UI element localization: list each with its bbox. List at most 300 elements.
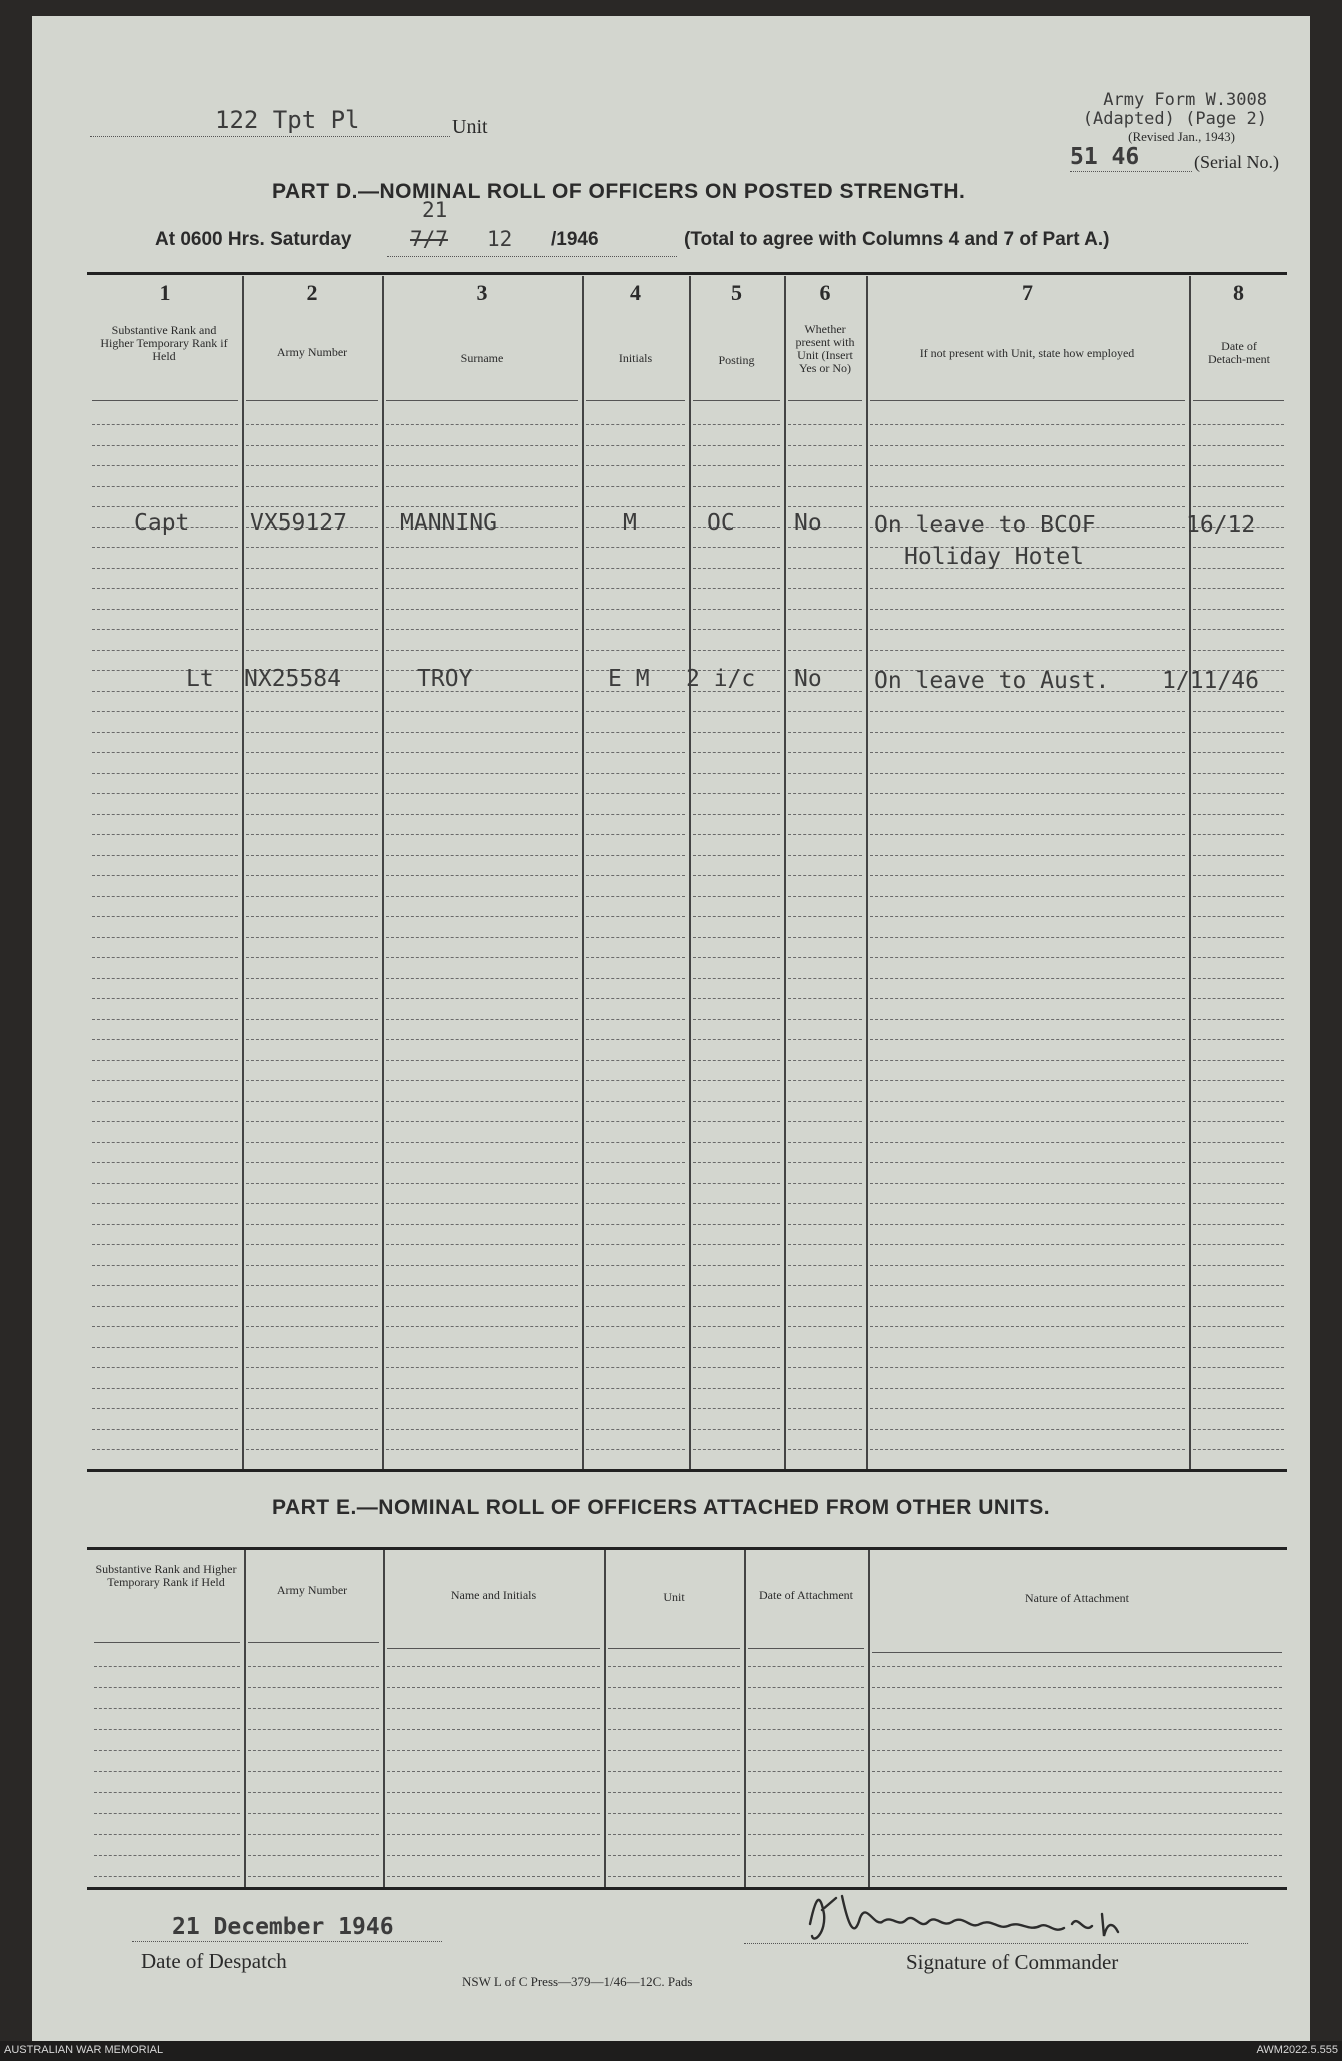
ruling-line bbox=[248, 1729, 379, 1730]
form-revised: (Revised Jan., 1943) bbox=[1128, 129, 1235, 144]
unit-dotted-line bbox=[90, 136, 450, 137]
ruling-line bbox=[693, 445, 780, 446]
ruling-line bbox=[246, 875, 378, 876]
ruling-line bbox=[693, 588, 780, 589]
ruling-line bbox=[92, 424, 238, 425]
ruling-line bbox=[693, 1162, 780, 1163]
ruling-line bbox=[693, 1449, 780, 1450]
ruling-line bbox=[870, 875, 1185, 876]
header-underline bbox=[92, 400, 238, 401]
ruling-line bbox=[870, 650, 1185, 651]
ruling-line bbox=[386, 1224, 578, 1225]
ruling-line bbox=[693, 1121, 780, 1122]
ruling-line bbox=[386, 916, 578, 917]
ruling-line bbox=[1193, 937, 1284, 938]
part-d-title: PART D.—NOMINAL ROLL OF OFFICERS ON POSTED STRENGTH. bbox=[272, 180, 966, 203]
ruling-line bbox=[246, 629, 378, 630]
ruling-line bbox=[788, 1306, 862, 1307]
ruling-line bbox=[246, 588, 378, 589]
ruling-line bbox=[1193, 1142, 1284, 1143]
ruling-line bbox=[246, 937, 378, 938]
ruling-line bbox=[248, 1792, 379, 1793]
ruling-line bbox=[1193, 1039, 1284, 1040]
serial-dotted-line bbox=[1070, 171, 1192, 172]
ruling-line bbox=[1193, 1265, 1284, 1266]
ruling-line bbox=[1193, 1101, 1284, 1102]
ruling-line bbox=[586, 916, 685, 917]
ruling-line bbox=[386, 1347, 578, 1348]
ruling-line bbox=[693, 1142, 780, 1143]
ruling-line bbox=[608, 1750, 740, 1751]
ruling-line bbox=[693, 506, 780, 507]
ruling-line bbox=[92, 1265, 238, 1266]
ruling-line bbox=[246, 1224, 378, 1225]
serial-value: 51 46 bbox=[1070, 144, 1140, 170]
ruling-line bbox=[788, 834, 862, 835]
ruling-line bbox=[1193, 506, 1284, 507]
ruling-line bbox=[386, 506, 578, 507]
ruling-line bbox=[94, 1771, 240, 1772]
ruling-line bbox=[1193, 998, 1284, 999]
signature-label: Signature of Commander bbox=[906, 1950, 1119, 1974]
ruling-line bbox=[693, 1019, 780, 1020]
ruling-line bbox=[788, 1142, 862, 1143]
ruling-line bbox=[788, 1101, 862, 1102]
ruling-line bbox=[92, 1101, 238, 1102]
ruling-line bbox=[693, 1183, 780, 1184]
ruling-line bbox=[246, 547, 378, 548]
ruling-line bbox=[693, 1203, 780, 1204]
ruling-line bbox=[246, 1326, 378, 1327]
ruling-line bbox=[586, 1388, 685, 1389]
ruling-line bbox=[693, 711, 780, 712]
ruling-line bbox=[693, 1080, 780, 1081]
ruling-line bbox=[608, 1813, 740, 1814]
col-header-employed: If not present with Unit, state how employed bbox=[919, 346, 1135, 360]
col-header-present: Whether present with Unit (Insert Yes or No) bbox=[795, 322, 855, 375]
col-divider bbox=[866, 276, 868, 1469]
ruling-line bbox=[246, 1244, 378, 1245]
row1-posting: OC bbox=[707, 510, 735, 536]
ruling-line bbox=[246, 1039, 378, 1040]
ruling-line bbox=[693, 1408, 780, 1409]
ruling-line bbox=[246, 486, 378, 487]
ruling-line bbox=[788, 752, 862, 753]
ruling-line bbox=[1193, 773, 1284, 774]
ruling-line bbox=[693, 834, 780, 835]
ruling-line bbox=[1193, 445, 1284, 446]
ruling-line bbox=[1193, 1449, 1284, 1450]
header-underline bbox=[246, 400, 378, 401]
ruling-line bbox=[1193, 1203, 1284, 1204]
ruling-line bbox=[586, 1285, 685, 1286]
header-underline bbox=[94, 1642, 240, 1643]
ruling-line bbox=[586, 465, 685, 466]
ruling-line bbox=[1193, 1285, 1284, 1286]
col-num-6: 6 bbox=[819, 280, 831, 305]
ruling-line bbox=[246, 1203, 378, 1204]
ruling-line bbox=[92, 1121, 238, 1122]
ruling-line bbox=[608, 1771, 740, 1772]
ruling-line bbox=[586, 855, 685, 856]
ruling-line bbox=[387, 1834, 600, 1835]
ruling-line bbox=[386, 691, 578, 692]
ruling-line bbox=[387, 1876, 600, 1877]
ruling-line bbox=[693, 1367, 780, 1368]
ruling-line bbox=[693, 1265, 780, 1266]
ruling-line bbox=[586, 547, 685, 548]
ruling-line bbox=[246, 752, 378, 753]
ruling-line bbox=[246, 1408, 378, 1409]
ruling-line bbox=[92, 1183, 238, 1184]
ruling-line bbox=[748, 1666, 864, 1667]
ruling-line bbox=[94, 1876, 240, 1877]
ruling-line bbox=[870, 1060, 1185, 1061]
row2-initials: E M bbox=[608, 666, 650, 692]
row1-army-number: VX59127 bbox=[250, 510, 347, 536]
ruling-line bbox=[870, 465, 1185, 466]
ruling-line bbox=[94, 1792, 240, 1793]
ruling-line bbox=[92, 588, 238, 589]
form-adapted: (Adapted) (Page 2) bbox=[1082, 109, 1267, 129]
ruling-line bbox=[92, 998, 238, 999]
row1-rank: Capt bbox=[134, 510, 190, 536]
ruling-line bbox=[870, 793, 1185, 794]
ruling-line bbox=[870, 1408, 1185, 1409]
ruling-line bbox=[788, 1203, 862, 1204]
ruling-line bbox=[693, 1101, 780, 1102]
ruling-line bbox=[92, 1367, 238, 1368]
ruling-line bbox=[693, 650, 780, 651]
ruling-line bbox=[693, 1285, 780, 1286]
ruling-line bbox=[94, 1666, 240, 1667]
ruling-line bbox=[693, 998, 780, 999]
ruling-line bbox=[92, 1347, 238, 1348]
ruling-line bbox=[870, 1019, 1185, 1020]
ruling-line bbox=[788, 650, 862, 651]
ruling-line bbox=[386, 814, 578, 815]
ruling-line bbox=[248, 1855, 379, 1856]
ruling-line bbox=[92, 1244, 238, 1245]
ruling-line bbox=[870, 773, 1185, 774]
ruling-line bbox=[1193, 1429, 1284, 1430]
ruling-line bbox=[693, 1326, 780, 1327]
ruling-line bbox=[788, 998, 862, 999]
ruling-line bbox=[788, 486, 862, 487]
header-underline bbox=[872, 1652, 1282, 1653]
ruling-line bbox=[693, 1347, 780, 1348]
row2-present: No bbox=[794, 666, 822, 692]
ruling-line bbox=[92, 629, 238, 630]
ruling-line bbox=[870, 752, 1185, 753]
ruling-line bbox=[1193, 875, 1284, 876]
despatch-date-value: 21 December 1946 bbox=[172, 1914, 394, 1940]
ruling-line bbox=[608, 1708, 740, 1709]
ruling-line bbox=[586, 896, 685, 897]
ruling-line bbox=[92, 1449, 238, 1450]
ruling-line bbox=[1193, 834, 1284, 835]
ruling-line bbox=[1193, 916, 1284, 917]
ruling-line bbox=[586, 978, 685, 979]
ruling-line bbox=[248, 1687, 379, 1688]
ruling-line bbox=[92, 1203, 238, 1204]
ruling-line bbox=[246, 711, 378, 712]
ruling-line bbox=[788, 445, 862, 446]
ruling-line bbox=[386, 609, 578, 610]
ruling-line bbox=[586, 1101, 685, 1102]
ruling-line bbox=[586, 1244, 685, 1245]
ruling-line bbox=[386, 1326, 578, 1327]
ruling-line bbox=[608, 1729, 740, 1730]
col-num-7: 7 bbox=[1022, 280, 1033, 305]
ruling-line bbox=[870, 998, 1185, 999]
row1-employed: On leave to BCOF bbox=[874, 512, 1096, 538]
ruling-line bbox=[586, 1449, 685, 1450]
ruling-line bbox=[872, 1666, 1282, 1667]
ruling-line bbox=[386, 445, 578, 446]
ruling-line bbox=[870, 1224, 1185, 1225]
ruling-line bbox=[693, 629, 780, 630]
ruling-line bbox=[1193, 896, 1284, 897]
ruling-line bbox=[693, 793, 780, 794]
ruling-line bbox=[788, 916, 862, 917]
e-col-header-name: Name and Initials bbox=[450, 1588, 537, 1602]
ruling-line bbox=[586, 834, 685, 835]
ruling-line bbox=[788, 1326, 862, 1327]
ruling-line bbox=[608, 1834, 740, 1835]
ruling-line bbox=[870, 1162, 1185, 1163]
ruling-line bbox=[92, 506, 238, 507]
ruling-line bbox=[788, 1080, 862, 1081]
ruling-line bbox=[693, 937, 780, 938]
ruling-line bbox=[246, 650, 378, 651]
ruling-line bbox=[248, 1666, 379, 1667]
ruling-line bbox=[870, 1326, 1185, 1327]
ruling-line bbox=[748, 1813, 864, 1814]
ruling-line bbox=[386, 732, 578, 733]
ruling-line bbox=[1193, 1121, 1284, 1122]
ruling-line bbox=[870, 834, 1185, 835]
ruling-line bbox=[693, 875, 780, 876]
ruling-line bbox=[788, 1183, 862, 1184]
ruling-line bbox=[788, 773, 862, 774]
header-underline bbox=[788, 400, 862, 401]
ruling-line bbox=[586, 588, 685, 589]
header-underline bbox=[386, 400, 578, 401]
ruling-line bbox=[586, 1347, 685, 1348]
ruling-line bbox=[870, 1285, 1185, 1286]
ruling-line bbox=[386, 1162, 578, 1163]
row2-surname: TROY bbox=[417, 666, 473, 692]
ruling-line bbox=[870, 1429, 1185, 1430]
ruling-line bbox=[788, 547, 862, 548]
ruling-line bbox=[788, 424, 862, 425]
date-prefix: At 0600 Hrs. Saturday bbox=[155, 229, 352, 250]
ruling-line bbox=[386, 998, 578, 999]
ruling-line bbox=[248, 1834, 379, 1835]
ruling-line bbox=[92, 445, 238, 446]
ruling-line bbox=[870, 1142, 1185, 1143]
col-divider bbox=[242, 276, 244, 1469]
ruling-line bbox=[92, 1408, 238, 1409]
ruling-line bbox=[386, 834, 578, 835]
form-sheet bbox=[32, 16, 1310, 2041]
row1-detachment-date: 16/12 bbox=[1186, 512, 1256, 538]
ruling-line bbox=[870, 711, 1185, 712]
ruling-line bbox=[693, 896, 780, 897]
col-divider bbox=[582, 276, 584, 1469]
ruling-line bbox=[693, 1429, 780, 1430]
ruling-line bbox=[788, 1408, 862, 1409]
ruling-line bbox=[246, 465, 378, 466]
ruling-line bbox=[92, 1019, 238, 1020]
ruling-line bbox=[1193, 547, 1284, 548]
ruling-line bbox=[788, 1347, 862, 1348]
ruling-line bbox=[1193, 1306, 1284, 1307]
ruling-line bbox=[872, 1687, 1282, 1688]
ruling-line bbox=[748, 1771, 864, 1772]
ruling-line bbox=[246, 1388, 378, 1389]
ruling-line bbox=[788, 732, 862, 733]
ruling-line bbox=[92, 1224, 238, 1225]
ruling-line bbox=[92, 691, 238, 692]
ruling-line bbox=[386, 752, 578, 753]
ruling-line bbox=[693, 547, 780, 548]
ruling-line bbox=[246, 1347, 378, 1348]
ruling-line bbox=[870, 855, 1185, 856]
ruling-line bbox=[693, 1060, 780, 1061]
ruling-line bbox=[246, 916, 378, 917]
ruling-line bbox=[608, 1855, 740, 1856]
header-underline bbox=[870, 400, 1185, 401]
ruling-line bbox=[788, 1121, 862, 1122]
ruling-line bbox=[1193, 1162, 1284, 1163]
ruling-line bbox=[788, 1449, 862, 1450]
ruling-line bbox=[872, 1708, 1282, 1709]
ruling-line bbox=[92, 978, 238, 979]
row2-army-number: NX25584 bbox=[244, 666, 341, 692]
ruling-line bbox=[1193, 814, 1284, 815]
press-imprint: NSW L of C Press—379—1/46—12C. Pads bbox=[462, 1974, 693, 1989]
ruling-line bbox=[870, 609, 1185, 610]
ruling-line bbox=[386, 1101, 578, 1102]
ruling-line bbox=[92, 875, 238, 876]
ruling-line bbox=[748, 1708, 864, 1709]
date-day-correction: 21 bbox=[422, 198, 448, 222]
row2-posting: 2 i/c bbox=[686, 666, 756, 692]
ruling-line bbox=[870, 1244, 1185, 1245]
ruling-line bbox=[1193, 711, 1284, 712]
ruling-line bbox=[870, 1183, 1185, 1184]
ruling-line bbox=[870, 814, 1185, 815]
ruling-line bbox=[872, 1729, 1282, 1730]
ruling-line bbox=[586, 711, 685, 712]
part-d-top-rule bbox=[87, 272, 1287, 275]
e-col-header-nature: Nature of Attachment bbox=[1025, 1591, 1129, 1605]
ruling-line bbox=[1193, 1326, 1284, 1327]
ruling-line bbox=[246, 568, 378, 569]
ruling-line bbox=[386, 486, 578, 487]
ruling-line bbox=[92, 711, 238, 712]
ruling-line bbox=[1193, 1367, 1284, 1368]
ruling-line bbox=[246, 814, 378, 815]
ruling-line bbox=[788, 937, 862, 938]
ruling-line bbox=[246, 424, 378, 425]
ruling-line bbox=[788, 1285, 862, 1286]
ruling-line bbox=[386, 957, 578, 958]
ruling-line bbox=[386, 1306, 578, 1307]
col-divider bbox=[784, 276, 786, 1469]
ruling-line bbox=[608, 1792, 740, 1793]
ruling-line bbox=[748, 1855, 864, 1856]
ruling-line bbox=[693, 855, 780, 856]
ruling-line bbox=[92, 465, 238, 466]
ruling-line bbox=[1193, 629, 1284, 630]
ruling-line bbox=[387, 1750, 600, 1751]
ruling-line bbox=[248, 1771, 379, 1772]
ruling-line bbox=[386, 937, 578, 938]
row1-surname: MANNING bbox=[400, 510, 497, 536]
ruling-line bbox=[94, 1834, 240, 1835]
ruling-line bbox=[92, 793, 238, 794]
ruling-line bbox=[1193, 1388, 1284, 1389]
ruling-line bbox=[246, 1285, 378, 1286]
ruling-line bbox=[693, 773, 780, 774]
ruling-line bbox=[246, 1142, 378, 1143]
ruling-line bbox=[386, 773, 578, 774]
ruling-line bbox=[788, 957, 862, 958]
ruling-line bbox=[386, 1142, 578, 1143]
header-underline bbox=[248, 1642, 379, 1643]
ruling-line bbox=[586, 609, 685, 610]
col-header-surname: Surname bbox=[460, 351, 504, 365]
ruling-line bbox=[870, 629, 1185, 630]
ruling-line bbox=[586, 1121, 685, 1122]
ruling-line bbox=[586, 1326, 685, 1327]
ruling-line bbox=[94, 1750, 240, 1751]
ruling-line bbox=[693, 814, 780, 815]
ruling-line bbox=[92, 1039, 238, 1040]
col-divider bbox=[382, 276, 384, 1469]
ruling-line bbox=[386, 465, 578, 466]
ruling-line bbox=[586, 445, 685, 446]
row1-present: No bbox=[794, 510, 822, 536]
header-underline bbox=[748, 1648, 864, 1649]
ruling-line bbox=[92, 670, 238, 671]
ruling-line bbox=[386, 1449, 578, 1450]
ruling-line bbox=[246, 1080, 378, 1081]
col-header-rank: Substantive Rank and Higher Temporary Rank if Held bbox=[100, 323, 228, 363]
ruling-line bbox=[586, 1039, 685, 1040]
ruling-line bbox=[693, 1388, 780, 1389]
ruling-line bbox=[870, 957, 1185, 958]
ruling-line bbox=[246, 1101, 378, 1102]
ruling-line bbox=[92, 547, 238, 548]
ruling-line bbox=[386, 1367, 578, 1368]
ruling-line bbox=[872, 1750, 1282, 1751]
ruling-line bbox=[788, 1162, 862, 1163]
ruling-line bbox=[386, 547, 578, 548]
ruling-line bbox=[1193, 424, 1284, 425]
ruling-line bbox=[1193, 609, 1284, 610]
col-num-4: 4 bbox=[630, 280, 641, 305]
ruling-line bbox=[872, 1834, 1282, 1835]
ruling-line bbox=[870, 1367, 1185, 1368]
ruling-line bbox=[387, 1729, 600, 1730]
ruling-line bbox=[1193, 1408, 1284, 1409]
ruling-line bbox=[586, 937, 685, 938]
ruling-line bbox=[788, 465, 862, 466]
